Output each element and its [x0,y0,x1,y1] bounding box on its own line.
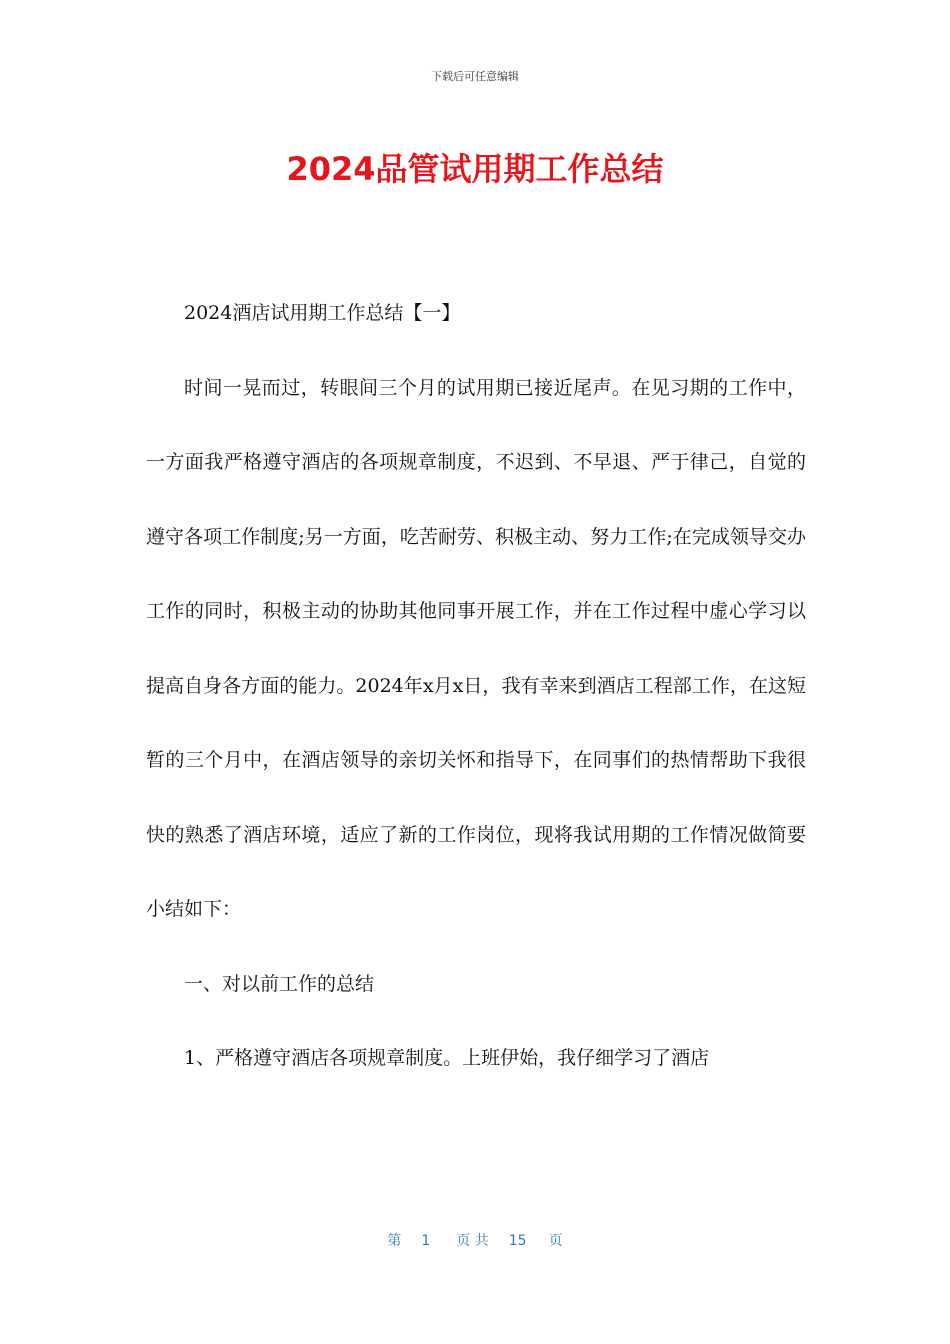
total-pages-number: 15 [508,1233,527,1249]
header-note: 下载后可任意编辑 [431,70,519,83]
page-footer [0,1230,950,1250]
list-item: 1、严格遵守酒店各项规章制度。上班伊始，我仔细学习了酒店 [184,1047,710,1069]
section-heading: 2024酒店试用期工作总结【一】 [184,302,461,324]
document-title: 2024品管试用期工作总结 [286,150,664,188]
footer-prefix: 第 [387,1233,402,1249]
footer-suffix: 页 [548,1233,563,1249]
subsection-heading: 一、对以前工作的总结 [184,972,375,995]
document-body [146,276,806,1096]
footer-mid: 页 共 [456,1233,489,1249]
body-paragraph: 时间一晃而过，转眼间三个月的试用期已接近尾声。在见习期的工作中，一方面我严格遵守酒店的各项规章制度，不迟到、不早退、严于律己，自觉的遵守各项工作制度;另一方面，吃苦耐劳、积极主动、努力工作;在完成领导交办工作的同时，积极主动的协助其他同事开展工作，并在工作过程中虚心学习以提高自身各方面的能力。2024年x月x日，我有幸来到酒店工程部工作，在这短暂的三个月中，在酒店领导的亲切关怀和指导下，在同事们的热情帮助下我很快的熟悉了酒店环境，适应了新的工作岗位，现将我试用期的工作情况做简要小结如下： [146,376,806,920]
current-page-number: 1 [421,1233,431,1249]
